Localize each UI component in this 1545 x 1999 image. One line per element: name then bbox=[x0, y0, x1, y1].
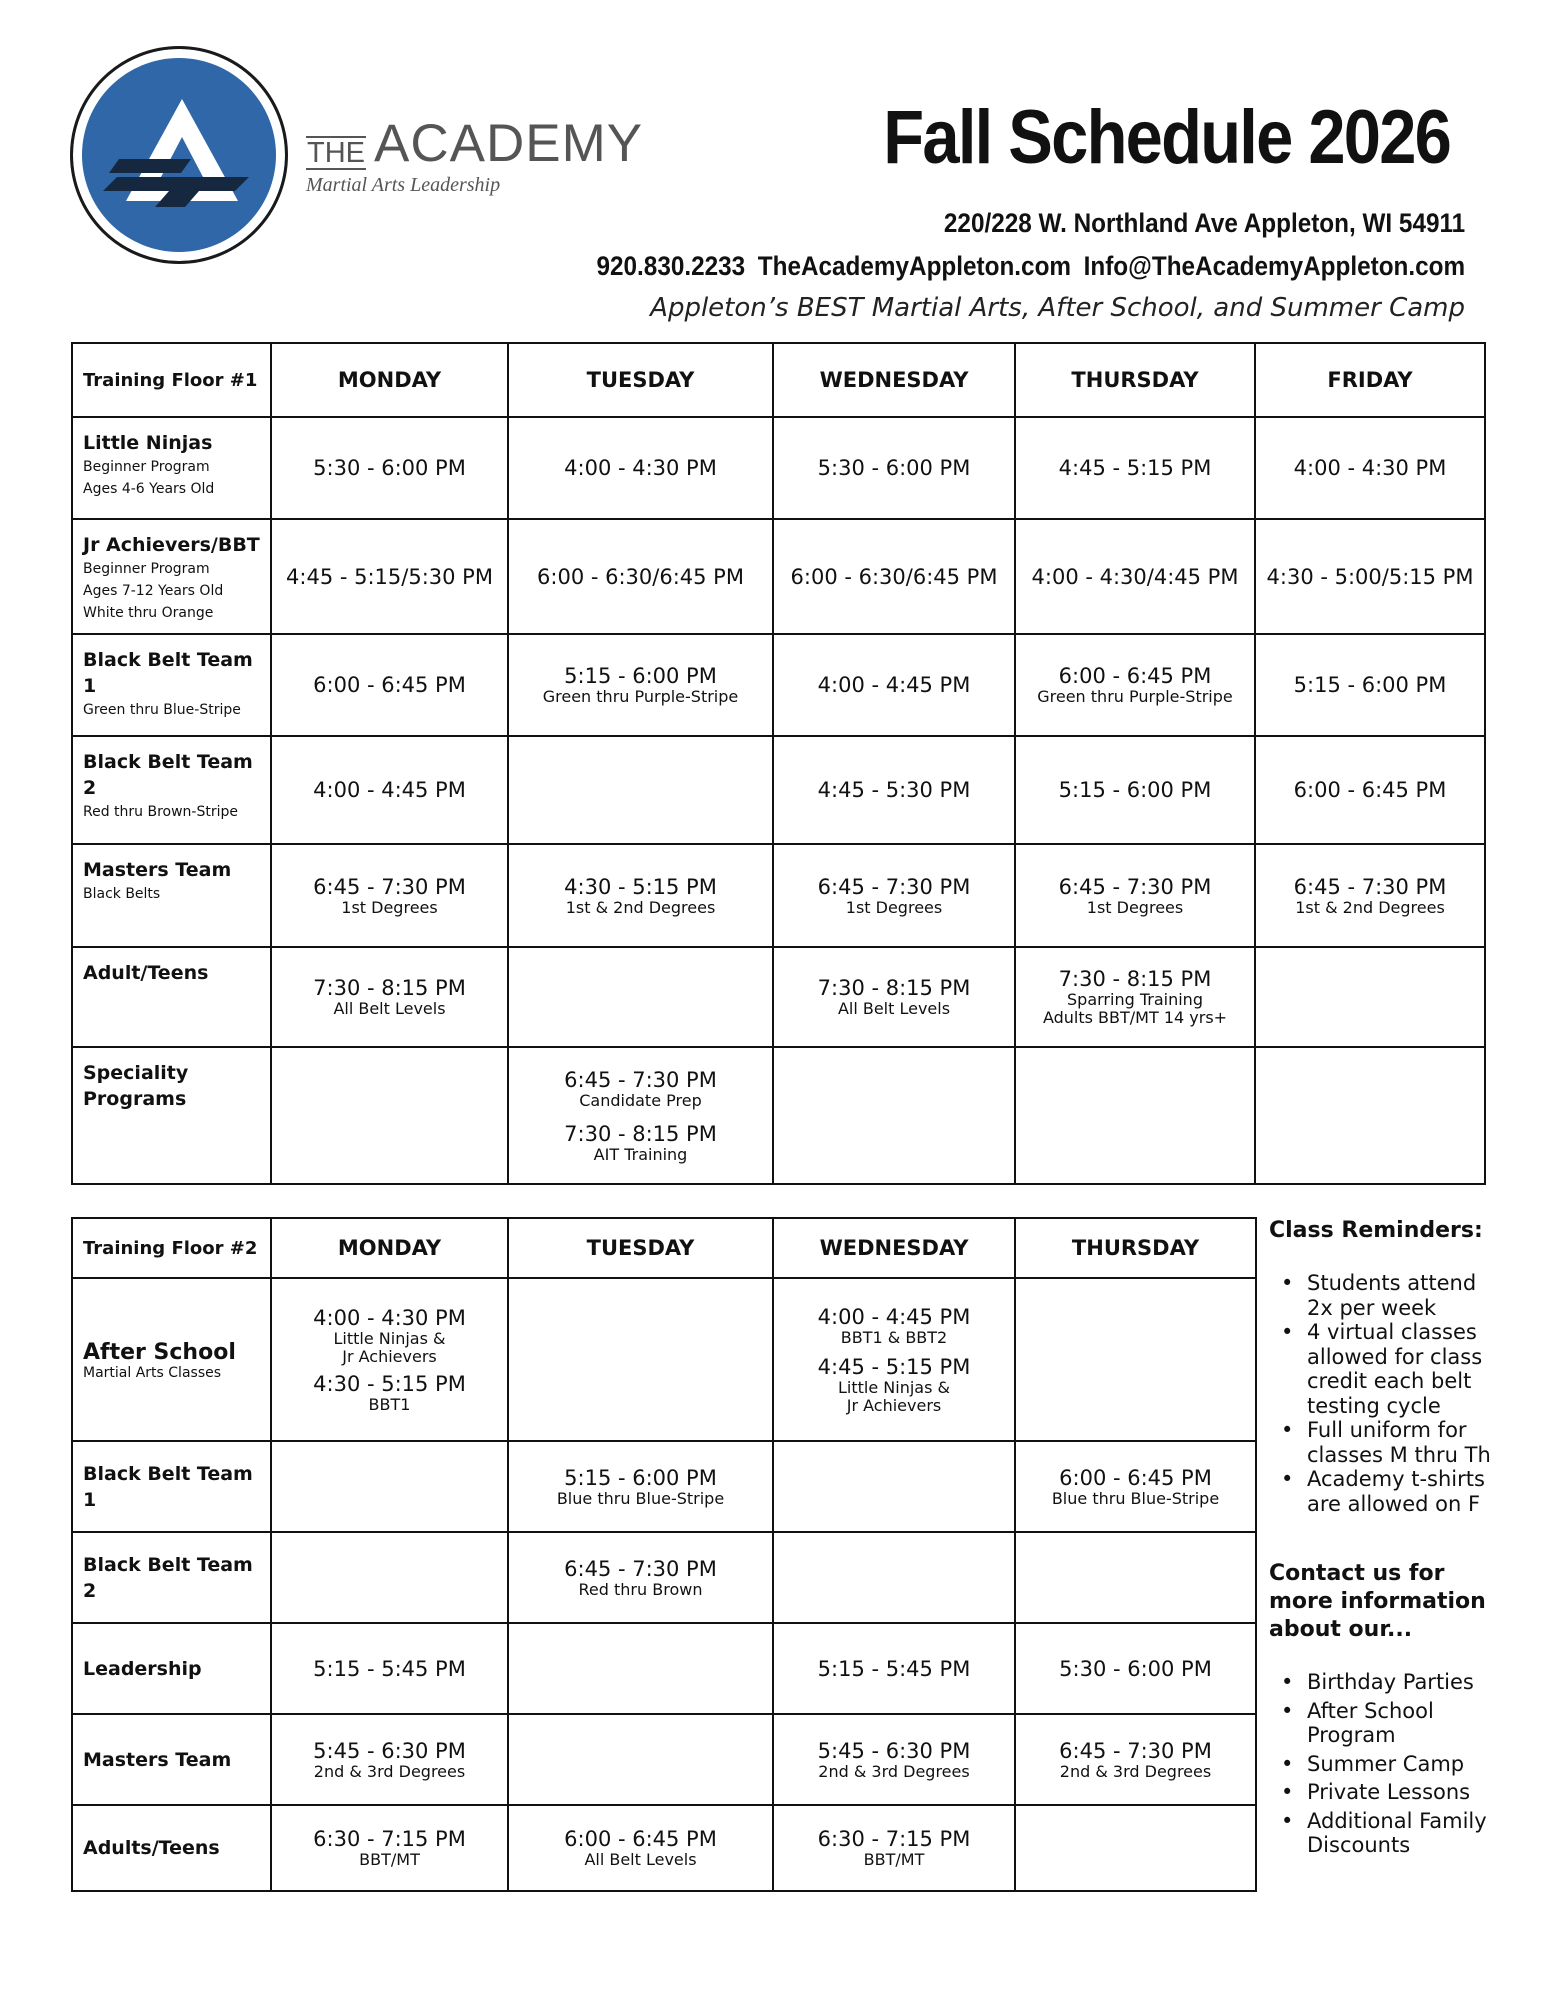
class-time: 5:15 - 5:45 PM bbox=[313, 1656, 466, 1681]
row-label bbox=[72, 1047, 271, 1184]
day-header: THURSDAY bbox=[1015, 1218, 1256, 1278]
class-note: 2nd & 3rd Degrees bbox=[1059, 1761, 1212, 1781]
class-note: BBT1 & BBT2 bbox=[840, 1327, 948, 1347]
row-label bbox=[72, 519, 271, 634]
class-time: 6:00 - 6:30/6:45 PM bbox=[790, 564, 998, 589]
class-note: Blue thru Blue-Stripe bbox=[556, 1488, 725, 1508]
schedule-cell bbox=[271, 519, 508, 634]
class-name: Speciality bbox=[83, 1062, 189, 1084]
table-row bbox=[72, 1278, 1256, 1441]
row-label bbox=[72, 1805, 271, 1891]
table-row bbox=[72, 947, 1485, 1047]
class-detail: White thru Orange bbox=[83, 605, 214, 621]
email-link[interactable]: Info@TheAcademyAppleton.com bbox=[1083, 251, 1465, 281]
schedule-cell bbox=[1255, 844, 1485, 947]
schedule-cell bbox=[773, 947, 1015, 1047]
class-name: Adult/Teens bbox=[83, 962, 209, 984]
schedule-cell bbox=[1015, 947, 1255, 1047]
schedule-cell bbox=[271, 1714, 508, 1805]
class-reminders-list bbox=[1269, 1271, 1494, 1516]
class-detail: Green thru Blue-Stripe bbox=[83, 702, 241, 718]
day-header: TUESDAY bbox=[508, 1218, 773, 1278]
row-label bbox=[72, 1714, 271, 1805]
table-row bbox=[72, 1714, 1256, 1805]
schedule-cell bbox=[508, 1623, 773, 1714]
class-time: 7:30 - 8:15 PM bbox=[1058, 967, 1212, 991]
day-header: MONDAY bbox=[271, 1218, 508, 1278]
class-time: 5:30 - 6:00 PM bbox=[1059, 1656, 1212, 1681]
row-label bbox=[72, 1623, 271, 1714]
class-time: 5:45 - 6:30 PM bbox=[313, 1738, 466, 1763]
class-time: 6:00 - 6:45 PM bbox=[1059, 1465, 1212, 1490]
class-time: 4:45 - 5:30 PM bbox=[817, 778, 971, 802]
table-row bbox=[72, 1047, 1485, 1184]
class-time: 4:30 - 5:15 PM bbox=[564, 874, 717, 899]
schedule-cell bbox=[271, 634, 508, 736]
schedule-cell bbox=[508, 417, 773, 519]
schedule-cell bbox=[271, 1805, 508, 1891]
class-name: After School bbox=[83, 1339, 236, 1365]
class-reminders bbox=[1269, 1217, 1494, 1516]
schedule-cell bbox=[1015, 1441, 1256, 1532]
schedule-cell bbox=[508, 634, 773, 736]
class-time: 5:15 - 6:00 PM bbox=[564, 1465, 717, 1490]
row-label bbox=[72, 1441, 271, 1532]
table-corner-label: Training Floor #1 bbox=[72, 343, 271, 417]
list-item: • Full uniform for classes M thru Th bbox=[1307, 1418, 1494, 1467]
class-time: 7:30 - 8:15 PM bbox=[313, 976, 466, 1000]
brand-tagline: Martial Arts Leadership bbox=[306, 174, 501, 196]
schedule-cell bbox=[1015, 1714, 1256, 1805]
row-label bbox=[72, 844, 271, 947]
class-note: Jr Achievers bbox=[342, 1346, 437, 1366]
class-time: 4:45 - 5:15 PM bbox=[817, 1354, 971, 1379]
contact-more-heading: Contact us for more information about our... bbox=[1269, 1561, 1486, 1642]
class-name: Black Belt Team 1 bbox=[83, 649, 253, 697]
class-time: 6:00 - 6:45 PM bbox=[313, 673, 466, 697]
class-note: Green thru Purple-Stripe bbox=[1037, 687, 1233, 706]
class-name: Jr Achievers/BBT bbox=[83, 534, 260, 556]
day-header: TUESDAY bbox=[508, 343, 773, 417]
class-time: 6:00 - 6:45 PM bbox=[1293, 778, 1447, 802]
schedule-cell bbox=[1255, 947, 1485, 1047]
phone-number: 920.830.2233 bbox=[596, 251, 746, 281]
class-time: 6:00 - 6:45 PM bbox=[1058, 664, 1212, 688]
class-time: 6:45 - 7:30 PM bbox=[817, 874, 971, 899]
class-reminders-heading: Class Reminders: bbox=[1269, 1218, 1483, 1243]
schedule-cell bbox=[1015, 1805, 1256, 1891]
class-detail: Black Belts bbox=[83, 886, 161, 902]
class-time: 4:45 - 5:15 PM bbox=[1058, 456, 1212, 480]
brand-wordmark bbox=[306, 114, 644, 197]
table-header-row bbox=[72, 343, 1485, 417]
schedule-cell bbox=[508, 736, 773, 844]
schedule-cell bbox=[508, 844, 773, 947]
table-row bbox=[72, 1441, 1256, 1532]
class-time: 5:15 - 6:00 PM bbox=[1293, 673, 1447, 697]
schedule-cell bbox=[1255, 634, 1485, 736]
class-time: 6:45 - 7:30 PM bbox=[1293, 874, 1447, 899]
table-row bbox=[72, 736, 1485, 844]
slogan: Appleton’s BEST Martial Arts, After School, and Summer Camp bbox=[650, 293, 1465, 323]
class-note: Candidate Prep bbox=[579, 1090, 702, 1110]
schedule-cell bbox=[1015, 1278, 1256, 1441]
address: 220/228 W. Northland Ave Appleton, WI 54911 bbox=[943, 208, 1465, 238]
contact-more-list bbox=[1269, 1670, 1509, 1858]
class-time: 6:00 - 6:30/6:45 PM bbox=[537, 564, 744, 589]
schedule-cell bbox=[508, 1714, 773, 1805]
class-time: 4:00 - 4:30 PM bbox=[1293, 456, 1447, 480]
class-time: 6:45 - 7:30 PM bbox=[313, 874, 466, 899]
academy-logo-mark-icon bbox=[73, 49, 291, 267]
class-name: Masters Team bbox=[83, 859, 232, 881]
class-note: All Belt Levels bbox=[837, 999, 951, 1018]
row-label bbox=[72, 947, 271, 1047]
class-name: Leadership bbox=[83, 1657, 202, 1680]
contact-more-info bbox=[1269, 1560, 1509, 1862]
list-item: • Birthday Parties bbox=[1307, 1670, 1509, 1695]
day-header: WEDNESDAY bbox=[773, 343, 1015, 417]
table-header-row bbox=[72, 1218, 1256, 1278]
class-time: 6:45 - 7:30 PM bbox=[564, 1556, 717, 1581]
class-time: 4:00 - 4:30/4:45 PM bbox=[1031, 564, 1239, 589]
row-label bbox=[72, 736, 271, 844]
schedule-cell bbox=[773, 1623, 1015, 1714]
class-time: 7:30 - 8:15 PM bbox=[564, 1121, 717, 1146]
schedule-cell bbox=[1015, 634, 1255, 736]
schedule-cell bbox=[1015, 1047, 1255, 1184]
schedule-cell bbox=[271, 1441, 508, 1532]
class-note: Sparring Training bbox=[1067, 990, 1203, 1009]
schedule-cell bbox=[773, 1278, 1015, 1441]
class-note: BBT1 bbox=[368, 1394, 411, 1414]
class-time: 5:15 - 5:45 PM bbox=[817, 1656, 971, 1681]
class-time: 4:45 - 5:15/5:30 PM bbox=[286, 564, 493, 589]
schedule-cell bbox=[1255, 417, 1485, 519]
class-note: Red thru Brown bbox=[578, 1579, 703, 1599]
class-name: Black Belt Team 1 bbox=[83, 1462, 253, 1511]
class-name: Black Belt Team 2 bbox=[83, 1553, 253, 1602]
class-time: 7:30 - 8:15 PM bbox=[817, 976, 971, 1000]
day-header: THURSDAY bbox=[1015, 343, 1255, 417]
class-note: 1st Degrees bbox=[1086, 897, 1184, 917]
schedule-cell bbox=[271, 1623, 508, 1714]
class-time: 4:00 - 4:45 PM bbox=[817, 1304, 971, 1329]
class-note: All Belt Levels bbox=[333, 999, 446, 1018]
contact-line bbox=[584, 251, 1465, 282]
schedule-cell bbox=[1015, 844, 1255, 947]
table-corner-label: Training Floor #2 bbox=[72, 1218, 271, 1278]
class-note: 2nd & 3rd Degrees bbox=[313, 1761, 466, 1781]
class-time: 5:15 - 6:00 PM bbox=[564, 664, 717, 688]
class-detail: Beginner Program bbox=[83, 459, 210, 475]
schedule-cell bbox=[1255, 519, 1485, 634]
class-note: 1st Degrees bbox=[845, 897, 943, 917]
schedule-cell bbox=[271, 1047, 508, 1184]
training-floor-1-table bbox=[71, 342, 1486, 1185]
list-item: • Summer Camp bbox=[1307, 1752, 1509, 1777]
schedule-cell bbox=[1015, 417, 1255, 519]
schedule-cell bbox=[271, 1532, 508, 1623]
schedule-cell bbox=[508, 1532, 773, 1623]
day-header: MONDAY bbox=[271, 343, 508, 417]
schedule-cell bbox=[773, 634, 1015, 736]
class-name: Little Ninjas bbox=[83, 432, 213, 454]
schedule-cell bbox=[1015, 1623, 1256, 1714]
list-item: • After School Program bbox=[1307, 1699, 1509, 1748]
table-row bbox=[72, 1532, 1256, 1623]
table-row bbox=[72, 417, 1485, 519]
class-time: 5:45 - 6:30 PM bbox=[817, 1738, 971, 1763]
row-label bbox=[72, 1278, 271, 1441]
academy-logo bbox=[70, 46, 288, 264]
class-time: 4:00 - 4:45 PM bbox=[817, 673, 971, 697]
row-label bbox=[72, 417, 271, 519]
class-note: Blue thru Blue-Stripe bbox=[1051, 1488, 1220, 1508]
schedule-cell bbox=[773, 417, 1015, 519]
table-row bbox=[72, 519, 1485, 634]
class-note: 1st & 2nd Degrees bbox=[565, 897, 716, 917]
schedule-cell bbox=[271, 736, 508, 844]
class-name: Programs bbox=[83, 1088, 187, 1110]
schedule-cell bbox=[1015, 519, 1255, 634]
table-row bbox=[72, 844, 1485, 947]
row-label bbox=[72, 634, 271, 736]
schedule-cell bbox=[271, 1278, 508, 1441]
class-note: Little Ninjas & bbox=[333, 1328, 446, 1348]
list-item: • Academy t-shirts are allowed on F bbox=[1307, 1467, 1494, 1516]
schedule-cell bbox=[773, 1532, 1015, 1623]
class-time: 4:30 - 5:15 PM bbox=[313, 1371, 466, 1396]
class-note: BBT/MT bbox=[359, 1850, 420, 1869]
schedule-cell bbox=[271, 947, 508, 1047]
class-time: 4:00 - 4:30 PM bbox=[313, 1305, 466, 1330]
schedule-cell bbox=[1015, 1532, 1256, 1623]
schedule-cell bbox=[508, 519, 773, 634]
schedule-cell bbox=[773, 844, 1015, 947]
schedule-cell bbox=[773, 1047, 1015, 1184]
list-item: • 4 virtual classes allowed for class credit each belt testing cycle bbox=[1307, 1320, 1494, 1418]
table-row bbox=[72, 634, 1485, 736]
class-name: Adults/Teens bbox=[83, 1837, 220, 1859]
class-time: 4:00 - 4:45 PM bbox=[313, 778, 466, 802]
schedule-cell bbox=[508, 1805, 773, 1891]
schedule-cell bbox=[1015, 736, 1255, 844]
class-note: Jr Achievers bbox=[846, 1395, 942, 1415]
class-time: 4:30 - 5:00/5:15 PM bbox=[1266, 564, 1474, 589]
row-label bbox=[72, 1532, 271, 1623]
class-detail: Red thru Brown-Stripe bbox=[83, 804, 239, 820]
class-detail: Ages 7-12 Years Old bbox=[83, 583, 224, 599]
schedule-cell bbox=[773, 519, 1015, 634]
class-note: Little Ninjas & bbox=[838, 1377, 950, 1397]
class-time: 5:30 - 6:00 PM bbox=[817, 456, 971, 480]
class-note: 2nd & 3rd Degrees bbox=[818, 1761, 970, 1781]
schedule-cell bbox=[1255, 1047, 1485, 1184]
class-note: 1st Degrees bbox=[341, 897, 438, 917]
class-note: Green thru Purple-Stripe bbox=[542, 687, 739, 706]
class-name: Masters Team bbox=[83, 1748, 232, 1771]
class-note: Adults BBT/MT 14 yrs+ bbox=[1042, 1008, 1228, 1027]
schedule-cell bbox=[271, 417, 508, 519]
schedule-cell bbox=[508, 1441, 773, 1532]
list-item: • Private Lessons bbox=[1307, 1780, 1509, 1805]
class-note: AIT Training bbox=[593, 1144, 688, 1164]
class-detail: Martial Arts Classes bbox=[83, 1364, 222, 1381]
class-time: 5:15 - 6:00 PM bbox=[1058, 778, 1212, 802]
class-time: 6:45 - 7:30 PM bbox=[564, 1067, 717, 1092]
class-note: 1st & 2nd Degrees bbox=[1295, 897, 1445, 917]
website-link[interactable]: TheAcademyAppleton.com bbox=[757, 251, 1071, 281]
training-floor-2-table bbox=[71, 1217, 1257, 1892]
class-note: All Belt Levels bbox=[584, 1850, 697, 1869]
day-header: WEDNESDAY bbox=[773, 1218, 1015, 1278]
schedule-cell bbox=[508, 1278, 773, 1441]
class-time: 6:30 - 7:15 PM bbox=[313, 1827, 466, 1851]
brand-name: ACADEMY bbox=[374, 114, 644, 173]
class-detail: Beginner Program bbox=[83, 561, 210, 577]
table-row bbox=[72, 1805, 1256, 1891]
class-time: 5:30 - 6:00 PM bbox=[313, 456, 466, 480]
brand-the: THE bbox=[307, 137, 365, 169]
class-note: BBT/MT bbox=[863, 1850, 925, 1869]
list-item: • Students attend 2x per week bbox=[1307, 1271, 1494, 1320]
table-row bbox=[72, 1623, 1256, 1714]
class-time: 6:45 - 7:30 PM bbox=[1058, 874, 1212, 899]
schedule-cell bbox=[508, 947, 773, 1047]
schedule-cell bbox=[773, 736, 1015, 844]
class-detail: Ages 4-6 Years Old bbox=[83, 481, 215, 497]
class-time: 6:30 - 7:15 PM bbox=[817, 1827, 971, 1851]
class-time: 6:45 - 7:30 PM bbox=[1059, 1738, 1212, 1763]
day-header: FRIDAY bbox=[1255, 343, 1485, 417]
schedule-cell bbox=[773, 1714, 1015, 1805]
class-time: 4:00 - 4:30 PM bbox=[564, 456, 717, 480]
schedule-cell bbox=[773, 1441, 1015, 1532]
class-time: 6:00 - 6:45 PM bbox=[564, 1827, 717, 1851]
schedule-cell bbox=[271, 844, 508, 947]
schedule-cell bbox=[773, 1805, 1015, 1891]
list-item: • Additional Family Discounts bbox=[1307, 1809, 1509, 1858]
schedule-cell bbox=[508, 1047, 773, 1184]
page-title: Fall Schedule 2026 bbox=[883, 95, 1450, 180]
class-name: Black Belt Team 2 bbox=[83, 751, 253, 799]
schedule-cell bbox=[1255, 736, 1485, 844]
